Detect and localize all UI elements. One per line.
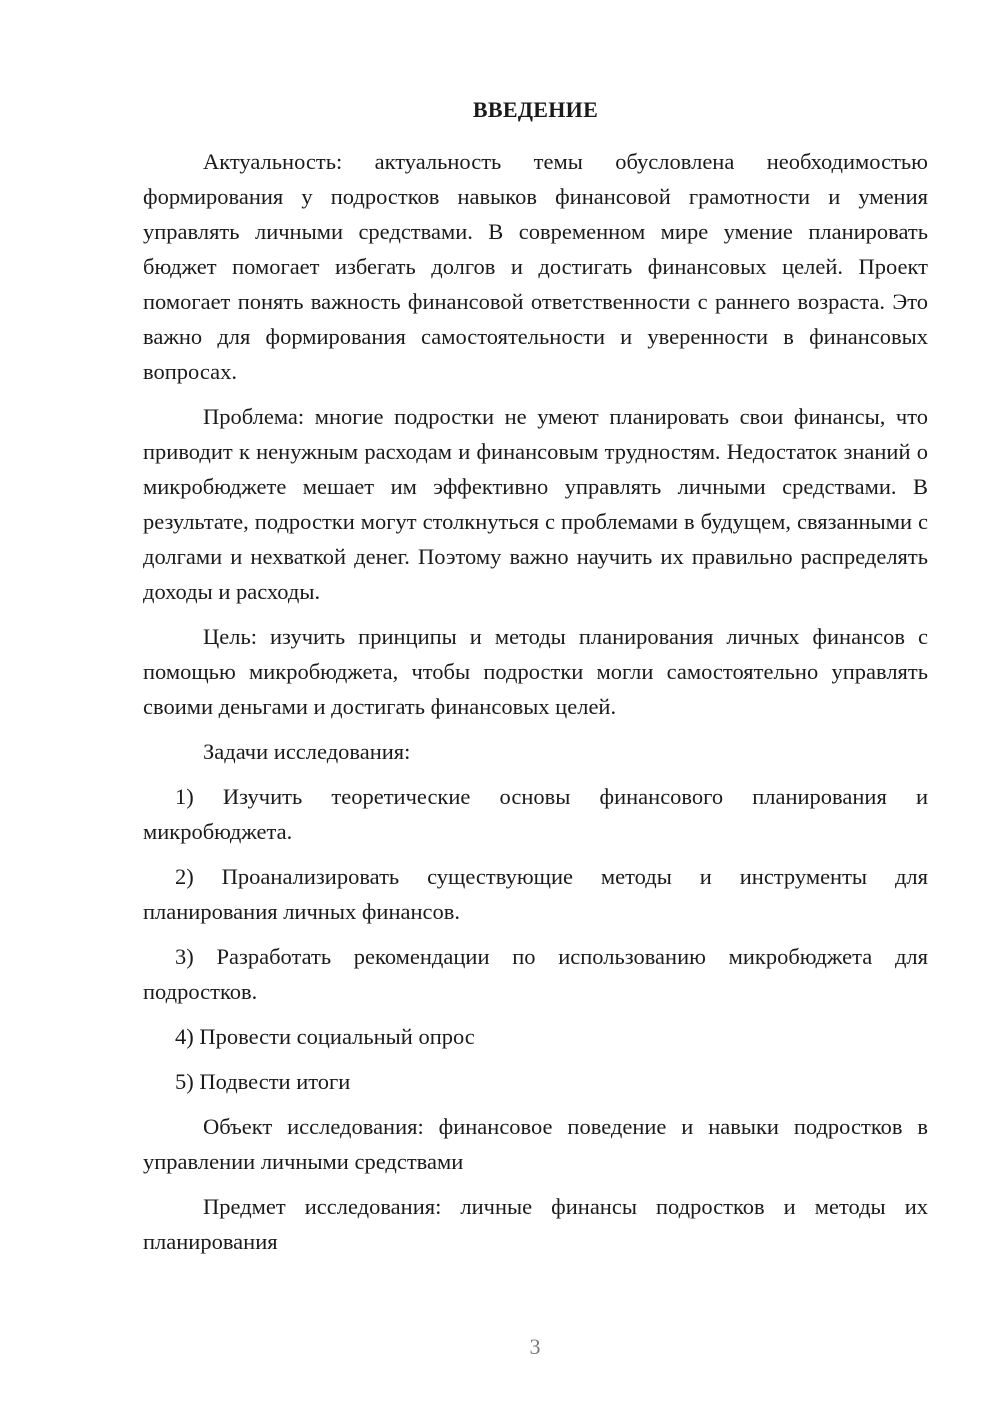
- page-title: ВВЕДЕНИЕ: [472, 97, 599, 122]
- document-page: [143, 96, 928, 1269]
- task-item: 2) Проанализировать существующие методы и инструменты для планирования личных финансов.: [143, 864, 928, 924]
- task-item: 5) Подвести итоги: [175, 1069, 351, 1094]
- subject-paragraph: Предмет исследования: личные финансы подростков и методы их планирования: [143, 1194, 928, 1254]
- page-number: 3: [529, 1334, 541, 1359]
- object-paragraph: Объект исследования: финансовое поведение и навыки подростков в управлении личными средствами: [143, 1114, 928, 1174]
- task-item: 4) Провести социальный опрос: [175, 1024, 475, 1049]
- task-item: 3) Разработать рекомендации по использованию микробюджета для подростков.: [143, 944, 928, 1004]
- goal-paragraph: Цель: изучить принципы и методы планирования личных финансов с помощью микробюджета, чтобы подростки могли самостоятельно управлять своими деньгами и достигать финансовых целей.: [143, 624, 928, 719]
- task-item: 1) Изучить теоретические основы финансового планирования и микробюджета.: [143, 784, 928, 844]
- problem-paragraph: Проблема: многие подростки не умеют планировать свои финансы, что приводит к ненужным расходам и финансовым трудностям. Недостаток знаний о микробюджете мешает им эффективно управлять личными средствами. В результате, подростки могут столкнуться с проблемами в будущем, связанными с долгами и нехваткой денег. Поэтому важно научить их правильно распределять доходы и расходы.: [143, 404, 928, 604]
- tasks-heading: Задачи исследования:: [203, 739, 411, 764]
- relevance-paragraph: Актуальность: актуальность темы обусловлена необходимостью формирования у подростков навыков финансовой грамотности и умения управлять личными средствами. В современном мире умение планировать бюджет помогает избегать долгов и достигать финансовых целей. Проект помогает понять важность финансовой ответственности с раннего возраста. Это важно для формирования самостоятельности и уверенности в финансовых вопросах.: [143, 149, 928, 384]
